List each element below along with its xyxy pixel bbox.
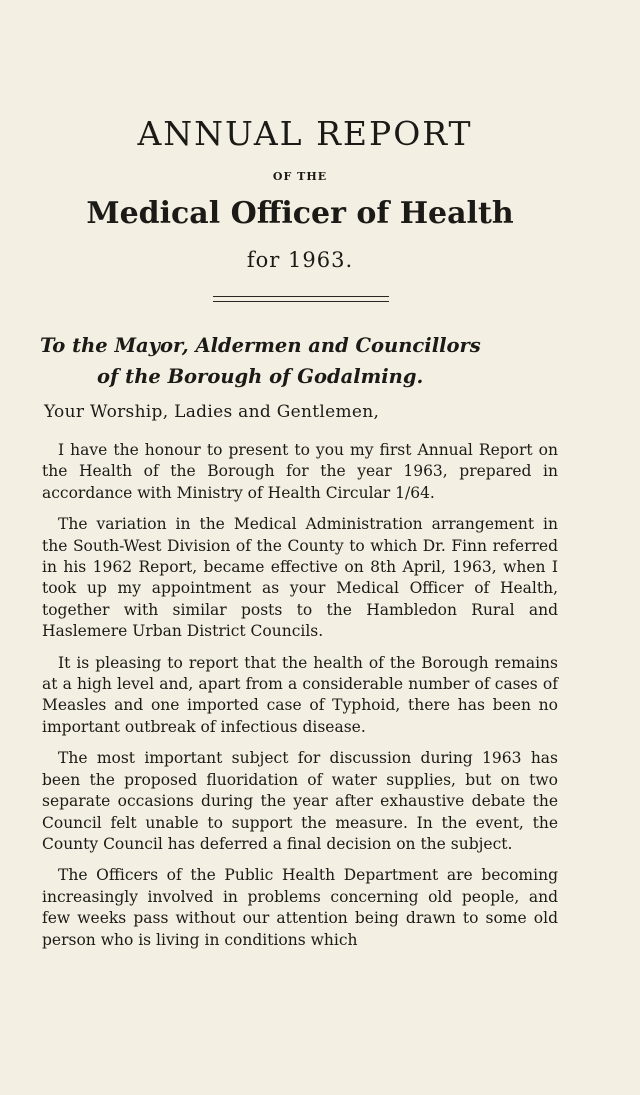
- paragraph-3: It is pleasing to report that the health of the Borough remains at a high level and, apart from a considerable number of cases of Measles and one imported case of Typhoid, there has been no important outbreak of infectious disease.: [42, 653, 558, 736]
- address-line-2: of the Borough of Godalming.: [97, 365, 424, 388]
- report-of-the: OF THE: [272, 170, 328, 183]
- report-heading: Medical Officer of Health: [86, 196, 514, 231]
- report-year-line: for 1963.: [246, 248, 354, 272]
- paragraph-1: I have the honour to present to you my first Annual Report on the Health of the Borough for the year 1963, prepared in accordance with Ministry of Health Circular 1/64.: [42, 441, 558, 502]
- report-body: [42, 440, 558, 961]
- address-line-1: To the Mayor, Aldermen and Councillors: [40, 334, 481, 357]
- report-title: ANNUAL REPORT: [137, 114, 473, 153]
- paragraph-2: The variation in the Medical Administration arrangement in the South-West Division of the County to which Dr. Finn referred in his 1962 Report, became effective on 8th April, 1963, when I took up my appointment as your Medical Officer of Health, together with similar posts to the Hambledon Rural and Haslemere Urban District Councils.: [42, 515, 558, 641]
- paragraph-4: The most important subject for discussion during 1963 has been the proposed fluoridation of water supplies, but on two separate occasions during the year after exhaustive debate the Council felt unable to support the measure. In the event, the County Council has deferred a final decision on the subject.: [42, 749, 558, 853]
- address-block: [40, 330, 600, 392]
- salutation: Your Worship, Ladies and Gentlemen,: [44, 402, 380, 422]
- paragraph-5: The Officers of the Public Health Department are becoming increasingly involved in problems concerning old people, and few weeks pass without our attention being drawn to some old person who is living in conditions which: [42, 866, 558, 949]
- double-rule-divider: [213, 296, 389, 302]
